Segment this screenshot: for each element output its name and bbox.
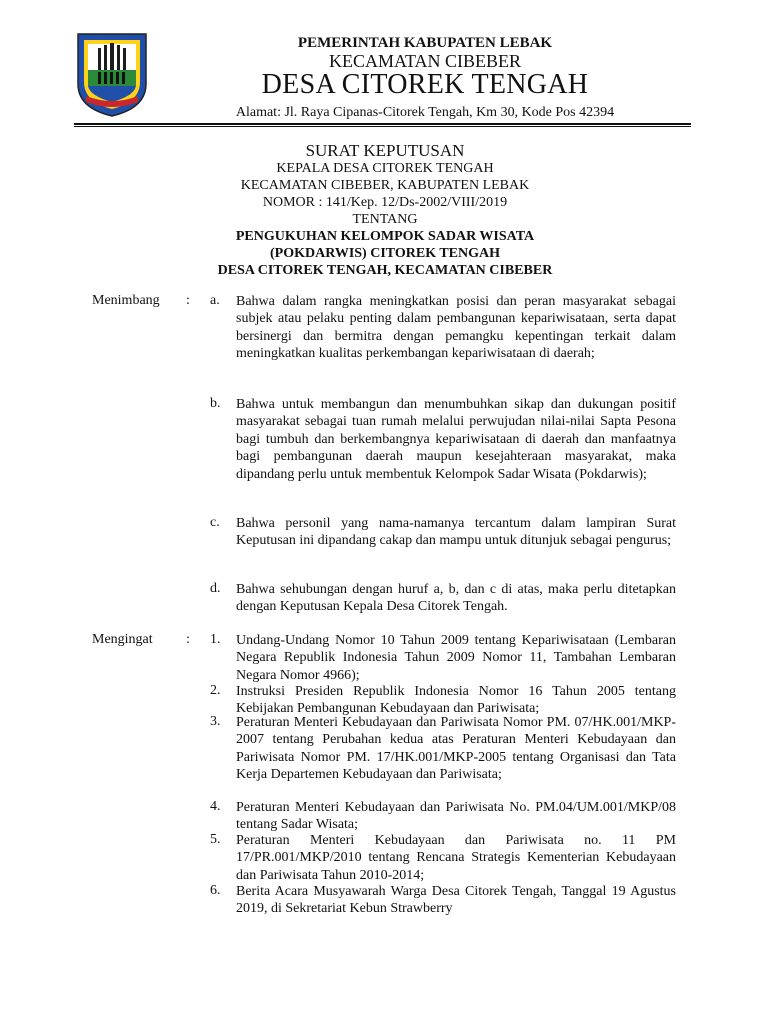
subject-line-3: DESA CITOREK TENGAH, KECAMATAN CIBEBER bbox=[217, 263, 553, 278]
legal-basis-item: Peraturan Menteri Kebudayaan dan Pariwisata no. 11 PM 17/PR.001/MKP/2010 tentang Rencana Strategis Kementerian Kebudayaan dan Pariwisata Tahun 2010-2014; bbox=[236, 833, 676, 883]
section-label-mengingat: Mengingat bbox=[92, 632, 153, 647]
section-label-menimbang: Menimbang bbox=[92, 293, 160, 308]
section-colon: : bbox=[186, 632, 190, 647]
issuer-region: KECAMATAN CIBEBER, KABUPATEN LEBAK bbox=[240, 178, 530, 193]
consideration-item: Bahwa dalam rangka meningkatkan posisi dan peran masyarakat sebagai subjek atau pelaku penting dalam pembangunan kepariwisataan, serta dapat bersinergi dan bermitra dengan pemangku kepentingan terkait dalam meningkatkan kualitas perkembangan kepariwisataan di daerah; bbox=[236, 294, 676, 362]
letterhead-address: Alamat: Jl. Raya Cipanas-Citorek Tengah, Km 30, Kode Pos 42394 bbox=[235, 105, 615, 120]
legal-basis-item: Instruksi Presiden Republik Indonesia Nomor 16 Tahun 2005 tentang Kebijakan Pembangunan Kebudayaan dan Pariwisata; bbox=[236, 684, 676, 717]
item-marker: b. bbox=[210, 396, 221, 411]
item-marker: 4. bbox=[210, 799, 221, 814]
item-marker: 6. bbox=[210, 883, 221, 898]
section-colon: : bbox=[186, 293, 190, 308]
regency-emblem-logo bbox=[74, 30, 150, 118]
legal-basis-item: Undang-Undang Nomor 10 Tahun 2009 tentang Kepariwisataan (Lembaran Negara Republik Indonesia Tahun 2009 Nomor 11, Tambahan Lembaran Negara Nomor 4966); bbox=[236, 633, 676, 683]
legal-basis-item: Berita Acara Musyawarah Warga Desa Citorek Tengah, Tanggal 19 Agustus 2019, di Sekretariat Kebun Strawberry bbox=[236, 884, 676, 917]
legal-basis-item: Peraturan Menteri Kebudayaan dan Pariwisata No. PM.04/UM.001/MKP/08 tentang Sadar Wisata; bbox=[236, 800, 676, 833]
item-marker: 5. bbox=[210, 832, 221, 847]
about-label: TENTANG bbox=[352, 212, 418, 227]
consideration-item: Bahwa sehubungan dengan huruf a, b, dan c di atas, maka perlu ditetapkan dengan Keputusan Kepala Desa Citorek Tengah. bbox=[236, 582, 676, 615]
item-marker: c. bbox=[210, 515, 220, 530]
letterhead-government: PEMERINTAH KABUPATEN LEBAK bbox=[297, 35, 553, 51]
item-marker: d. bbox=[210, 581, 221, 596]
decree-number: NOMOR : 141/Kep. 12/Ds-2002/VIII/2019 bbox=[262, 195, 508, 210]
item-marker: 3. bbox=[210, 714, 221, 729]
consideration-item: Bahwa personil yang nama-namanya tercantum dalam lampiran Surat Keputusan ini dipandang cakap dan mampu untuk ditunjuk sebagai pengurus; bbox=[236, 516, 676, 549]
consideration-item: Bahwa untuk membangun dan menumbuhkan sikap dan dukungan positif masyarakat sebagai tuan rumah melalui perwujudan nilai-nilai Sapta Pesona bagi tumbuh dan berkembangnya kepariwisataan di daerah dan manfaatnya bagi pembangunan daerah maupun kesejahteraan masyarakat, maka dipandang perlu untuk membentuk Kelompok Sadar Wisata (Pokdarwis); bbox=[236, 397, 676, 482]
issuer-title: KEPALA DESA CITOREK TENGAH bbox=[276, 161, 494, 176]
item-marker: a. bbox=[210, 293, 220, 308]
subject-line-2: (POKDARWIS) CITOREK TENGAH bbox=[269, 246, 501, 261]
legal-basis-item: Peraturan Menteri Kebudayaan dan Pariwisata Nomor PM. 07/HK.001/MKP-2007 tentang Perubahan kedua atas Peraturan Menteri Kebudayaan dan Pariwisata Nomor PM. 17/HK.001/MKP-2005 tentang Organisasi dan Tata Kerja Departemen Kebudayaan dan Pariwisata; bbox=[236, 715, 676, 783]
item-marker: 2. bbox=[210, 683, 221, 698]
letterhead-district: KECAMATAN CIBEBER bbox=[328, 51, 522, 71]
letterhead-rule-thick bbox=[74, 123, 691, 125]
letterhead-village: DESA CITOREK TENGAH bbox=[261, 69, 589, 100]
item-marker: 1. bbox=[210, 632, 221, 647]
letterhead-rule-thin bbox=[74, 126, 691, 127]
subject-line-1: PENGUKUHAN KELOMPOK SADAR WISATA bbox=[235, 229, 535, 244]
decree-title: SURAT KEPUTUSAN bbox=[305, 141, 465, 160]
